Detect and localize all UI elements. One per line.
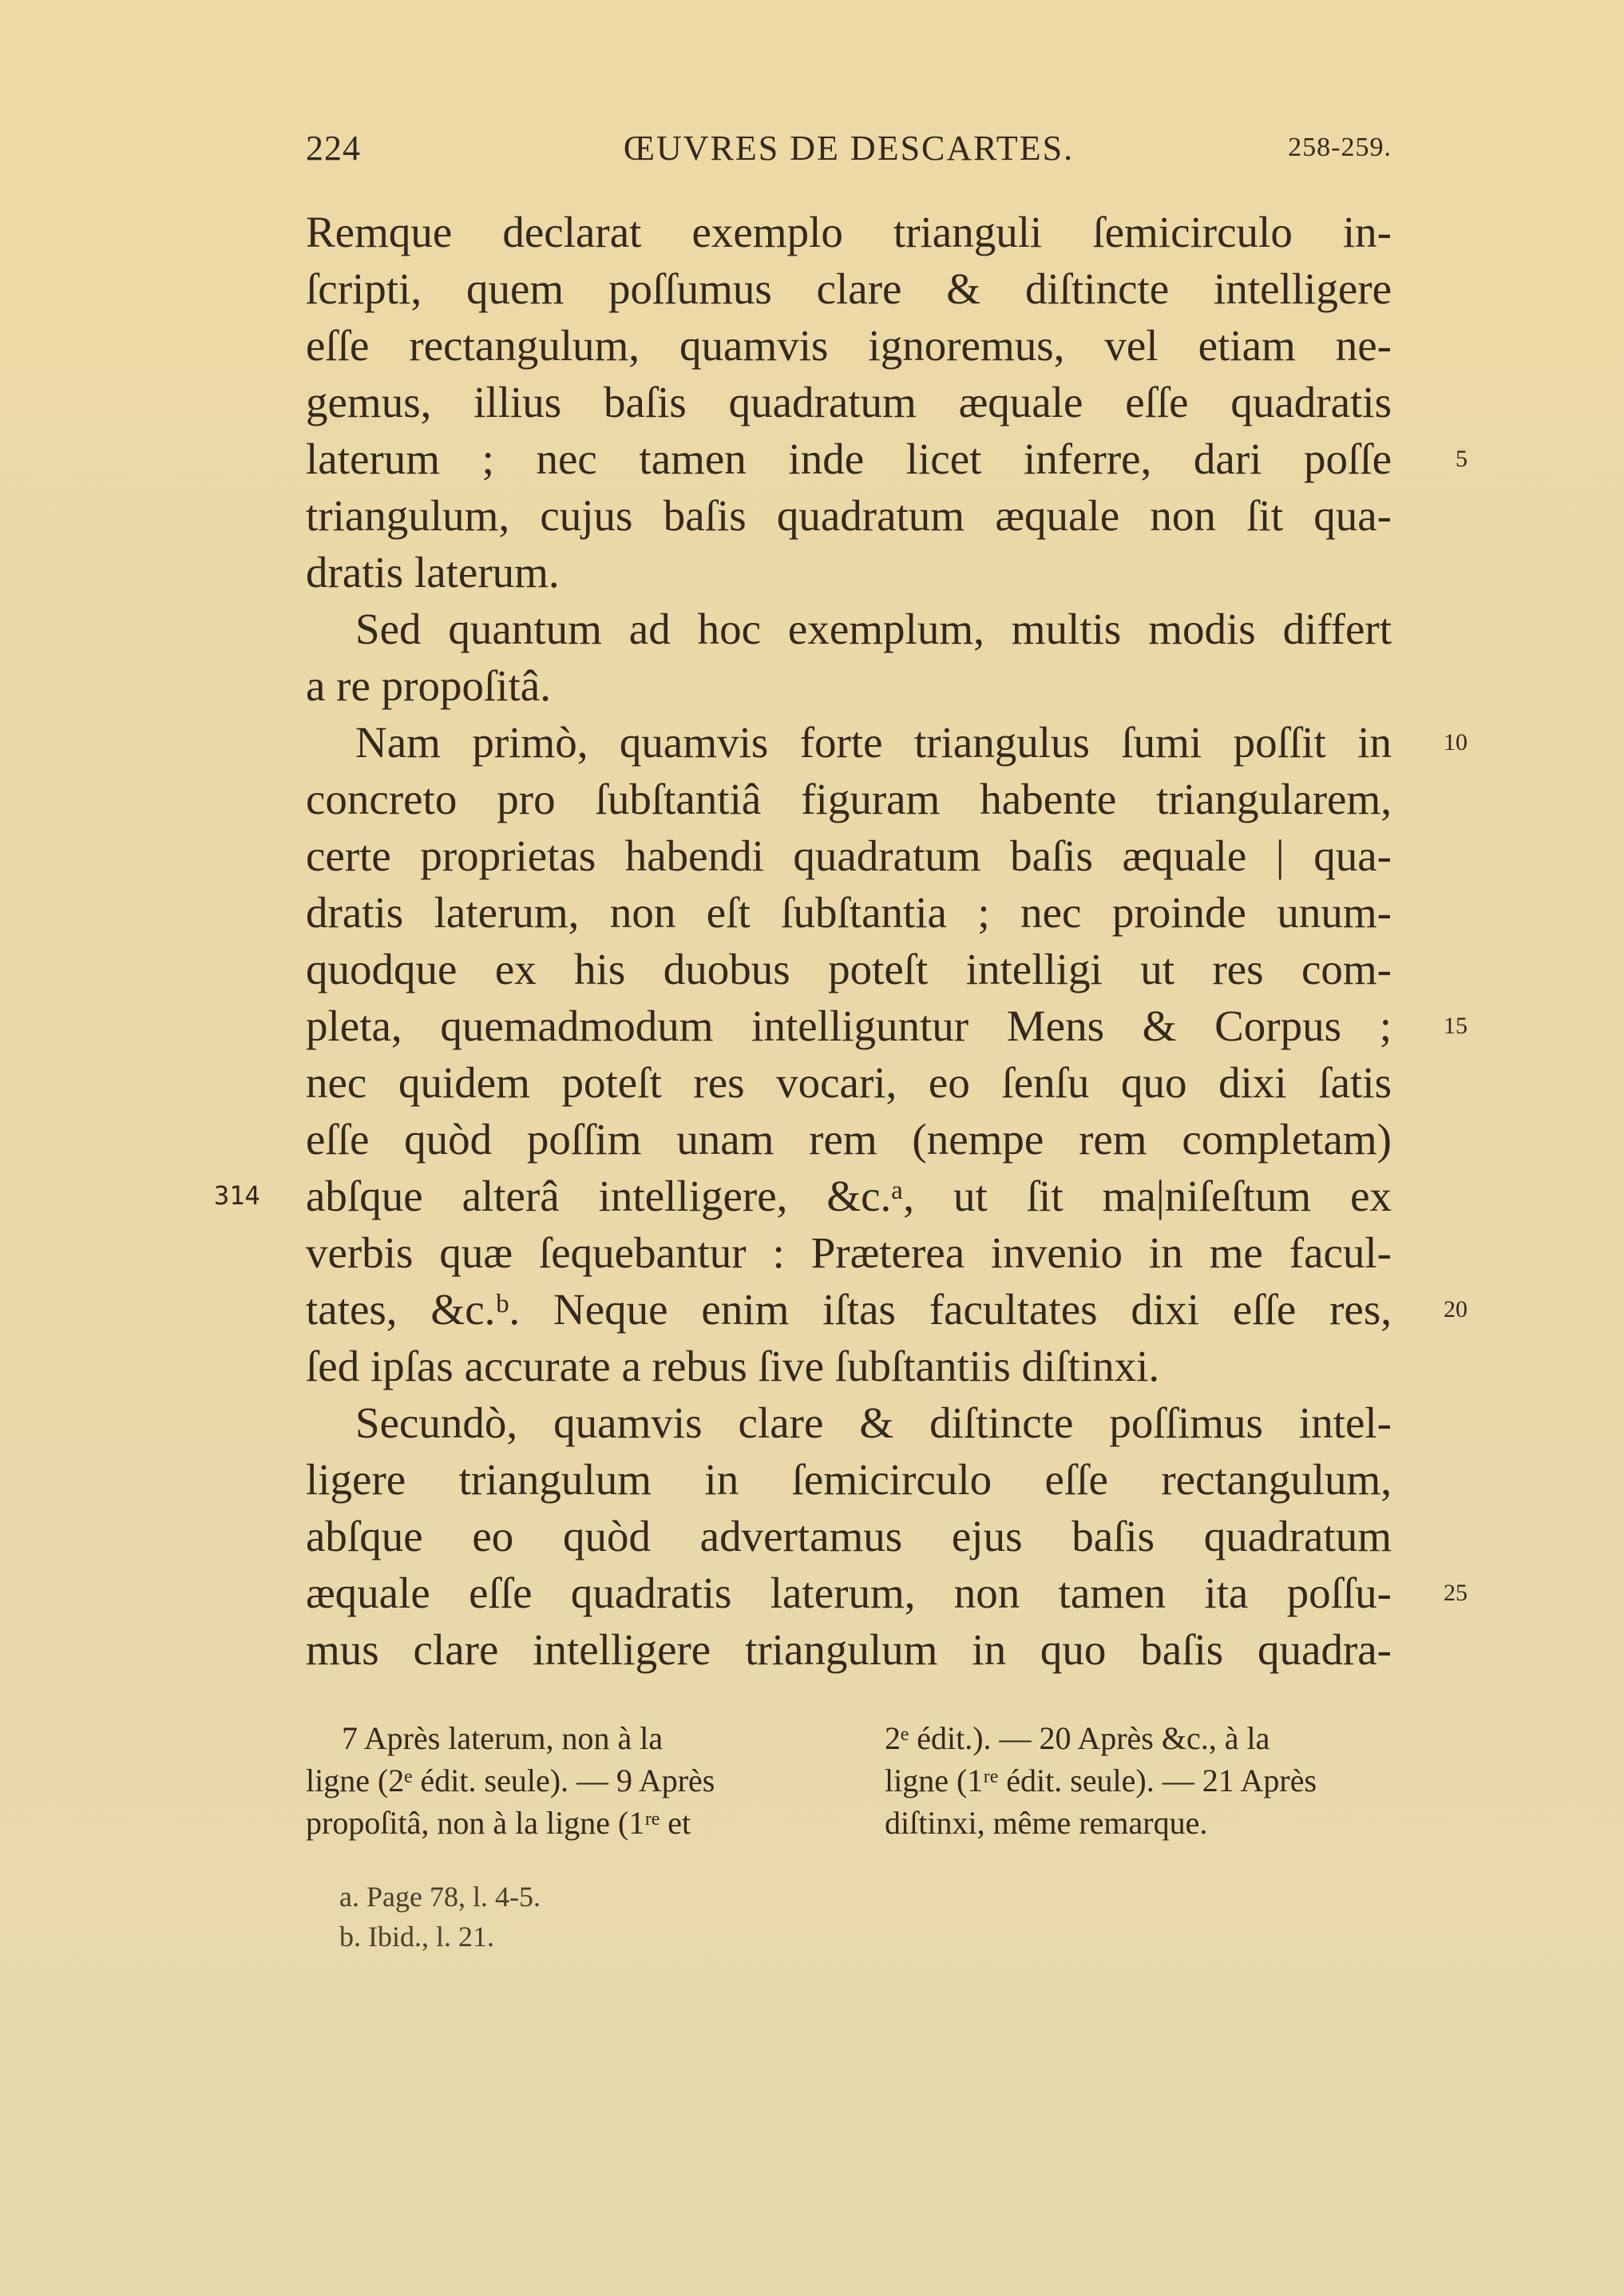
- line-number: 15: [1444, 1013, 1468, 1039]
- text-line-content: nec quidem poteſt res vocari, eo ſenſu quo dixi ſatis: [306, 1058, 1392, 1107]
- text-line-content: dratis laterum, non eſt ſubſtantia ; nec proinde unum-: [306, 888, 1392, 937]
- text-line: [306, 827, 1392, 884]
- text-line: [306, 601, 1392, 657]
- text-line-content: pleta, quemadmodum intelliguntur Mens & Corpus ;: [306, 1001, 1392, 1050]
- text-line: [306, 204, 1392, 260]
- text-line-content: ligere triangulum in ſemicirculo eſſe rectangulum,: [306, 1455, 1392, 1504]
- text-line: [306, 260, 1392, 317]
- text-line-content: æquale eſſe quadratis laterum, non tamen ita poſſu-: [306, 1568, 1392, 1617]
- text-line: [306, 884, 1392, 941]
- text-line: [306, 997, 1468, 1054]
- text-line: [306, 1281, 1468, 1338]
- text-line: [306, 317, 1392, 374]
- margin-page-reference: 314: [214, 1180, 260, 1211]
- text-line: [306, 1451, 1392, 1508]
- text-line-content: quodque ex his duobus poteſt intelligi ut res com-: [306, 945, 1392, 993]
- text-line-content: tates, &c.ᵇ. Neque enim iſtas facultates dixi eſſe res,: [306, 1285, 1392, 1334]
- text-line-content: certe proprietas habendi quadratum baſis æquale | qua-: [306, 831, 1392, 880]
- running-header: [306, 128, 1392, 176]
- line-number: 5: [1456, 446, 1468, 472]
- page-number: 224: [306, 129, 361, 168]
- text-line-content: eſſe rectangulum, quamvis ignoremus, vel etiam ne-: [306, 321, 1392, 370]
- text-line: [306, 1564, 1468, 1621]
- text-line-content: triangulum, cujus baſis quadratum æquale non ſit qua-: [306, 491, 1392, 540]
- text-line: [306, 1508, 1392, 1564]
- variant-note-line: 7 Après laterum, non à la: [342, 1720, 663, 1756]
- variant-note-line: diſtinxi, même remarque.: [885, 1805, 1208, 1841]
- text-line: [306, 1111, 1392, 1168]
- text-line-content: Remque declarat exemplo trianguli ſemicirculo in-: [306, 208, 1392, 256]
- text-line: [306, 1394, 1392, 1451]
- text-line-content: ſcripti, quem poſſumus clare & diſtincte intelligere: [306, 264, 1392, 313]
- text-line-content: eſſe quòd poſſim unam rem (nempe rem completam): [306, 1115, 1392, 1164]
- text-line-content: abſque eo quòd advertamus ejus baſis quadratum: [306, 1512, 1392, 1560]
- footnotes: [339, 1877, 541, 1957]
- text-line: [214, 1168, 1392, 1224]
- text-line: [306, 714, 1468, 771]
- line-number: 10: [1444, 729, 1468, 755]
- text-line: [306, 487, 1392, 544]
- text-line: [306, 657, 1392, 714]
- text-line-content: a re propoſitâ.: [306, 661, 551, 710]
- original-page-range: 258-259.: [1288, 133, 1392, 162]
- text-line-content: ſed ipſas accurate a rebus ſive ſubſtantiis diſtinxi.: [306, 1342, 1160, 1390]
- variant-notes-right: [885, 1717, 1364, 1844]
- footnote: b. Ibid., l. 21.: [339, 1921, 494, 1953]
- text-line-content: gemus, illius baſis quadratum æquale eſſe quadratis: [306, 378, 1392, 426]
- text-line: [306, 544, 1392, 601]
- line-number: 20: [1444, 1296, 1468, 1322]
- text-line-content: Nam primò, quamvis forte triangulus ſumi poſſit in: [355, 718, 1392, 767]
- variant-note-line: ligne (1ʳᵉ édit. seule). — 21 Après: [885, 1763, 1317, 1798]
- variant-note-line: 2ᵉ édit.). — 20 Après &c., à la: [885, 1720, 1270, 1756]
- text-line-content: concreto pro ſubſtantiâ figuram habente triangularem,: [306, 775, 1392, 823]
- running-title: ŒUVRES DE DESCARTES.: [623, 129, 1075, 168]
- text-line: [306, 1621, 1392, 1678]
- text-line: [306, 1338, 1392, 1394]
- text-line: [306, 1224, 1392, 1281]
- variant-note-line: ligne (2ᵉ édit. seule). — 9 Après: [306, 1763, 715, 1798]
- footnote: a. Page 78, l. 4-5.: [339, 1881, 541, 1913]
- text-line-content: Secundò, quamvis clare & diſtincte poſſimus intel-: [355, 1398, 1392, 1447]
- variant-notes-left: [306, 1717, 785, 1844]
- text-line: [306, 1054, 1392, 1111]
- text-line-content: laterum ; nec tamen inde licet inferre, dari poſſe: [306, 434, 1392, 483]
- text-line: [306, 941, 1392, 997]
- line-number: 25: [1444, 1580, 1468, 1606]
- variant-note-line: propoſitâ, non à la ligne (1ʳᵉ et: [306, 1805, 691, 1841]
- text-line: [306, 430, 1468, 487]
- text-line: [306, 771, 1392, 827]
- text-line: [306, 374, 1392, 430]
- main-text: [214, 204, 1468, 1678]
- text-line-content: verbis quæ ſequebantur : Præterea invenio in me facul-: [306, 1228, 1392, 1277]
- text-line-content: abſque alterâ intelligere, &c.ᵃ, ut ſit ma|niſeſtum ex: [306, 1172, 1392, 1220]
- text-line-content: mus clare intelligere triangulum in quo baſis quadra-: [306, 1625, 1392, 1674]
- text-line-content: Sed quantum ad hoc exemplum, multis modis differt: [355, 605, 1392, 653]
- text-line-content: dratis laterum.: [306, 548, 560, 597]
